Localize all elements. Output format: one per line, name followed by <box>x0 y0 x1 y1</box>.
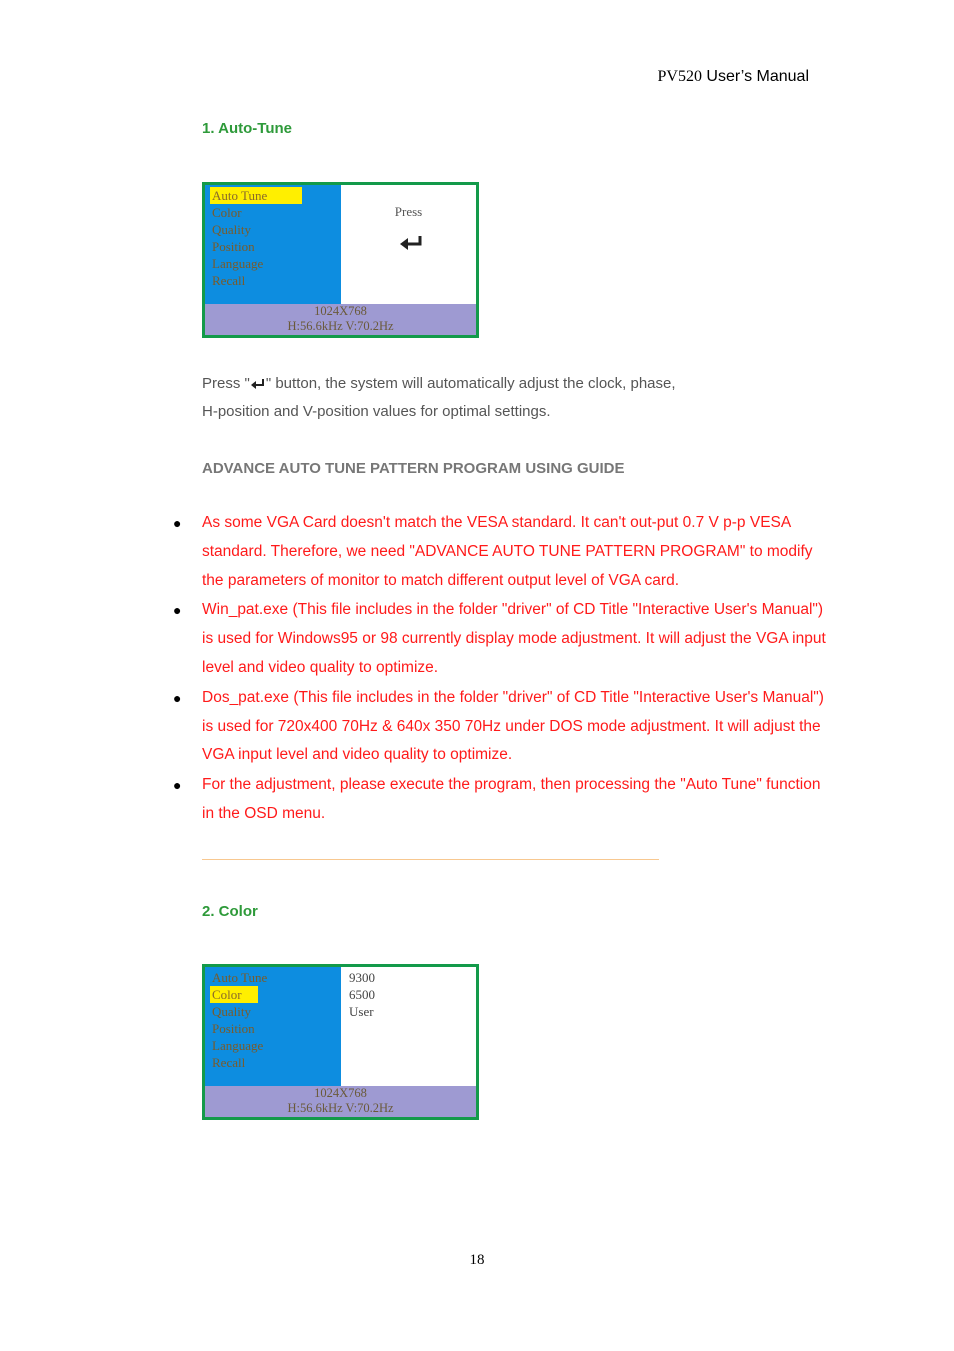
osd-menu-item-auto-tune: Auto Tune <box>210 187 302 204</box>
osd-menu-item-quality: Quality <box>212 1004 251 1019</box>
osd-menu <box>205 967 341 1086</box>
auto-tune-description-line2: H-position and V-position values for optimal settings. <box>202 403 551 420</box>
section-title-color: 2. Color <box>202 903 258 920</box>
manual-title: User’s Manual <box>701 68 809 85</box>
osd-panel <box>341 967 476 1086</box>
desc-text-start: Press " <box>202 375 250 392</box>
osd-press-label: Press <box>394 204 423 219</box>
page-number: 18 <box>469 1252 485 1268</box>
osd-option-user: User <box>349 1004 374 1019</box>
osd-menu-item-language: Language <box>212 1038 264 1053</box>
page-header <box>658 68 809 86</box>
osd-frequency: H:56.6kHz V:70.2Hz <box>287 319 394 333</box>
osd-menu <box>205 185 341 304</box>
bullet-text: Win_pat.exe (This file includes in the folder "driver" of CD Title "Interactive User's Manual") is used for Windows95 or 98 currently display mode adjustment. It will adjust the VGA input level and video quality to optimize. <box>202 601 826 676</box>
bullet-dot: ● <box>173 689 182 706</box>
osd-status-bar <box>205 304 476 335</box>
osd-menu-item-auto-tune: Auto Tune <box>212 970 268 985</box>
osd-menu-item-color: Color <box>212 205 242 220</box>
osd-option-6500: 6500 <box>349 987 375 1002</box>
osd-frequency: H:56.6kHz V:70.2Hz <box>287 1101 394 1115</box>
bullet-dot: ● <box>173 602 182 619</box>
enter-icon <box>399 235 425 251</box>
osd-menu-item-language: Language <box>212 256 264 271</box>
osd-screenshot-color <box>202 964 479 1120</box>
guide-bullet-list <box>170 509 830 830</box>
osd-menu-item-position: Position <box>212 239 255 254</box>
auto-tune-description-line1 <box>202 370 822 398</box>
list-item <box>170 771 830 829</box>
list-item <box>170 509 830 595</box>
bullet-text: As some VGA Card doesn't match the VESA standard. It can't out-put 0.7 V p-p VESA standard. Therefore, we need "ADVANCE AUTO TUNE PATTERN PROGRAM" to modify the parameters of monitor to match different output level of VGA card. <box>202 514 813 589</box>
osd-menu-item-position: Position <box>212 1021 255 1036</box>
model-name: PV520 <box>657 68 702 85</box>
osd-screenshot-auto-tune <box>202 182 479 338</box>
osd-panel <box>341 185 476 304</box>
guide-title: ADVANCE AUTO TUNE PATTERN PROGRAM USING GUIDE <box>202 460 625 477</box>
auto-tune-description <box>202 370 822 426</box>
osd-resolution: 1024X768 <box>314 304 367 318</box>
osd-menu-item-color: Color <box>210 986 258 1003</box>
section-divider <box>202 859 659 860</box>
osd-menu-item-recall: Recall <box>212 273 246 288</box>
bullet-dot: ● <box>173 515 182 531</box>
desc-text-end: " button, the system will automatically adjust the clock, phase, <box>265 375 676 392</box>
osd-menu-item-recall: Recall <box>212 1055 246 1070</box>
list-item <box>170 684 830 770</box>
bullet-dot: ● <box>173 777 182 794</box>
list-item <box>170 596 830 682</box>
bullet-text: For the adjustment, please execute the program, then processing the "Auto Tune" function in the OSD menu. <box>202 776 821 822</box>
osd-menu-item-quality: Quality <box>212 222 251 237</box>
bullet-text: Dos_pat.exe (This file includes in the folder "driver" of CD Title "Interactive User's Manual") is used for 720x400 70Hz & 640x 350 70Hz under DOS mode adjustment. It will adjust the VGA input level and video quality to optimize. <box>202 688 824 764</box>
osd-status-bar <box>205 1086 476 1117</box>
enter-icon <box>250 378 266 390</box>
section-title-auto-tune: 1. Auto-Tune <box>202 120 292 137</box>
osd-resolution: 1024X768 <box>314 1086 367 1100</box>
osd-option-9300: 9300 <box>349 970 375 985</box>
